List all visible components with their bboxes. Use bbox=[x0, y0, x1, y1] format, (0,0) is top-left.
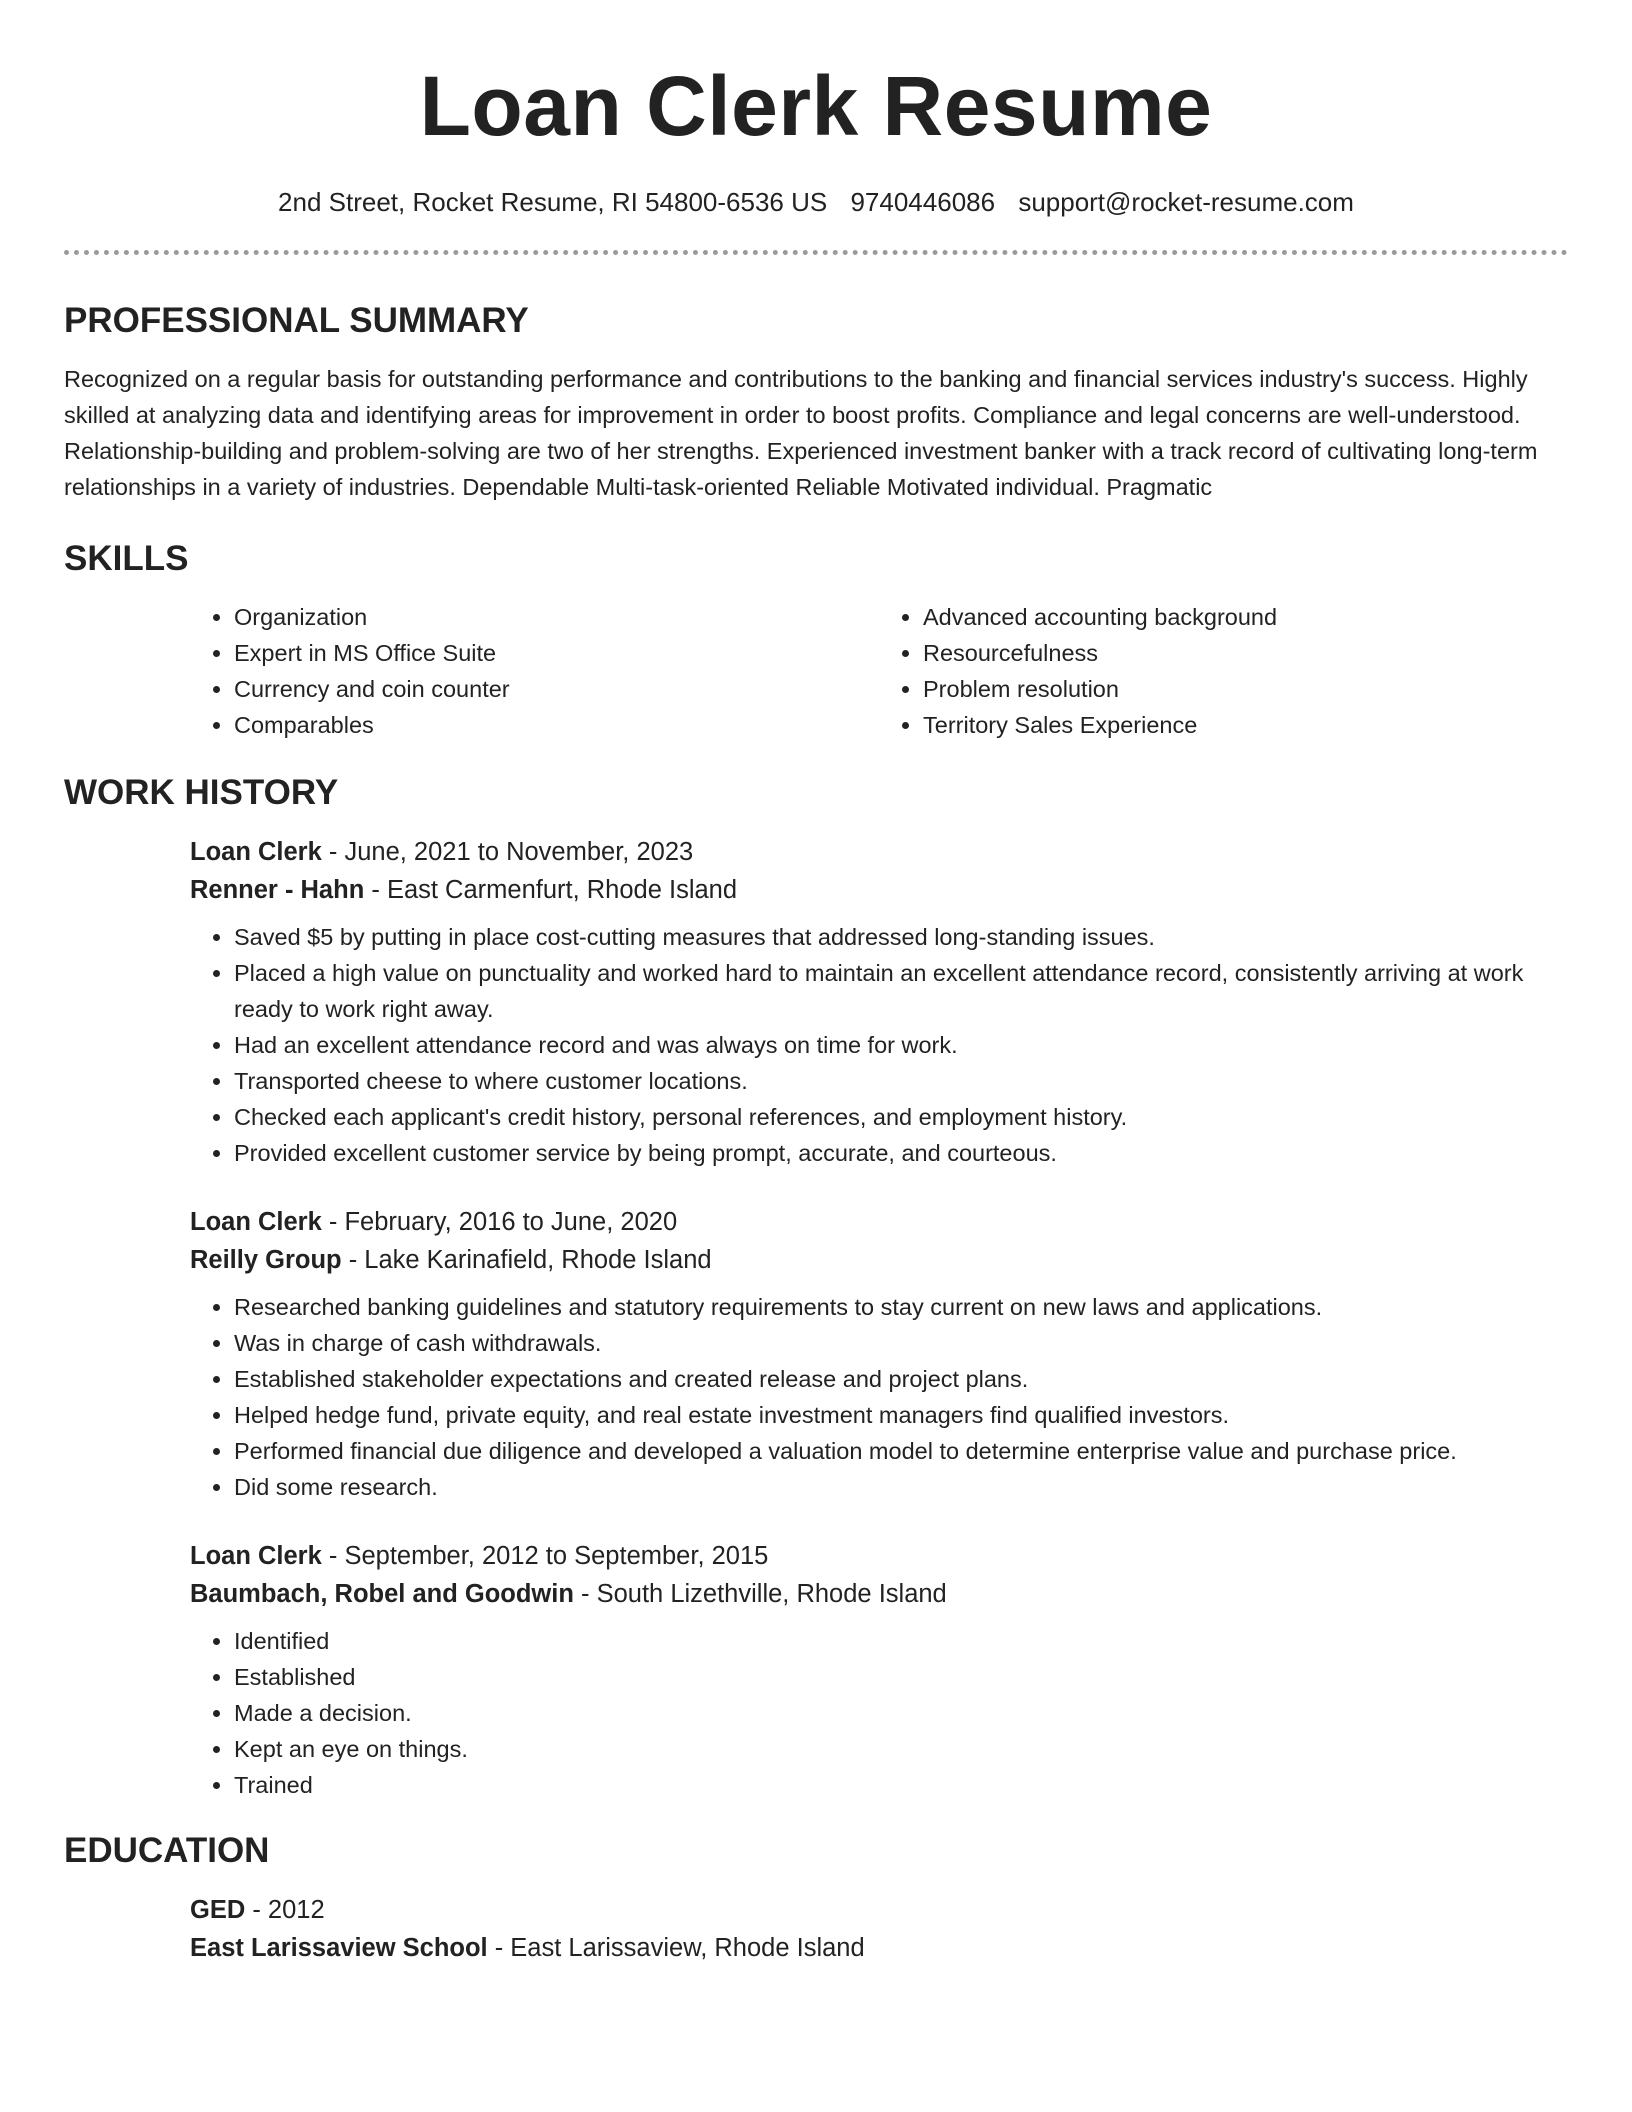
job-title-line bbox=[190, 1537, 1568, 1575]
contact-phone: 9740446086 bbox=[850, 187, 996, 217]
job-bullet: • Performed financial due diligence and developed a valuation model to determine enterprise value and purchase price. bbox=[234, 1433, 1568, 1469]
job-title-line bbox=[190, 833, 1568, 871]
job-title: Loan Clerk bbox=[190, 1208, 322, 1236]
skill-item: • Expert in MS Office Suite bbox=[234, 635, 879, 671]
degree: GED bbox=[190, 1896, 246, 1924]
job-company: Reilly Group bbox=[190, 1246, 342, 1274]
job-entry bbox=[190, 1203, 1568, 1505]
job-location: - East Carmenfurt, Rhode Island bbox=[364, 876, 738, 904]
job-bullet: • Checked each applicant's credit history, personal references, and employment history. bbox=[234, 1099, 1568, 1135]
job-dates: - September, 2012 to September, 2015 bbox=[321, 1542, 769, 1570]
school-name: East Larissaview School bbox=[190, 1934, 488, 1962]
job-company: Renner - Hahn bbox=[190, 876, 365, 904]
work-history-section bbox=[64, 771, 1568, 1803]
job-bullet: • Researched banking guidelines and statutory requirements to stay current on new laws and applications. bbox=[234, 1289, 1568, 1325]
job-dates: - February, 2016 to June, 2020 bbox=[321, 1208, 678, 1236]
work-history-heading: WORK HISTORY bbox=[64, 773, 339, 812]
job-title: Loan Clerk bbox=[190, 1542, 322, 1570]
job-bullet: • Saved $5 by putting in place cost-cutting measures that addressed long-standing issues. bbox=[234, 919, 1568, 955]
job-bullet: • Provided excellent customer service by being prompt, accurate, and courteous. bbox=[234, 1135, 1568, 1171]
contact-address: 2nd Street, Rocket Resume, RI 54800-6536 US bbox=[278, 187, 828, 217]
skills-heading: SKILLS bbox=[64, 539, 189, 578]
job-bullet: • Placed a high value on punctuality and worked hard to maintain an excellent attendance record, consistently arriving at work ready to work right away. bbox=[234, 955, 1568, 1027]
job-bullet: • Made a decision. bbox=[234, 1695, 1568, 1731]
skill-item: • Territory Sales Experience bbox=[923, 707, 1568, 743]
job-entry bbox=[190, 833, 1568, 1171]
job-title: Loan Clerk bbox=[190, 838, 322, 866]
education-heading: EDUCATION bbox=[64, 1831, 270, 1870]
summary-section bbox=[64, 299, 1568, 505]
contact-line bbox=[64, 184, 1568, 220]
skills-grid bbox=[190, 599, 1568, 743]
skill-item: • Problem resolution bbox=[923, 671, 1568, 707]
job-dates: - June, 2021 to November, 2023 bbox=[321, 838, 694, 866]
job-bullet: • Helped hedge fund, private equity, and real estate investment managers find qualified investors. bbox=[234, 1397, 1568, 1433]
degree-year: - 2012 bbox=[245, 1896, 325, 1924]
skill-item: • Resourcefulness bbox=[923, 635, 1568, 671]
job-bullet: • Trained bbox=[234, 1767, 1568, 1803]
education-section bbox=[64, 1829, 1568, 1967]
degree-line bbox=[190, 1891, 1568, 1929]
job-bullet: • Was in charge of cash withdrawals. bbox=[234, 1325, 1568, 1361]
job-bullet: • Transported cheese to where customer locations. bbox=[234, 1063, 1568, 1099]
job-company-line bbox=[190, 1575, 1568, 1613]
job-bullet: • Identified bbox=[234, 1623, 1568, 1659]
skills-list-left bbox=[190, 599, 879, 743]
summary-text: Recognized on a regular basis for outstanding performance and contributions to the banking and financial services industry's success. Highly skilled at analyzing data and identifying areas for improvement in order to boost profits. Compliance and legal concerns are well-understood. Relationship-building and problem-solving are two of her strengths. Experienced investment banker with a track record of cultivating long-term relationships in a variety of industries. Dependable Multi-task-oriented Reliable Motivated individual. Pragmatic bbox=[64, 366, 1538, 500]
contact-email: support@rocket-resume.com bbox=[1018, 187, 1354, 217]
skill-item: • Organization bbox=[234, 599, 879, 635]
education-entry bbox=[190, 1891, 1568, 1967]
resume-page bbox=[64, 0, 1568, 1967]
skill-item: • Comparables bbox=[234, 707, 879, 743]
skills-list-right bbox=[879, 599, 1568, 743]
job-company-line bbox=[190, 871, 1568, 909]
job-bullet: • Had an excellent attendance record and was always on time for work. bbox=[234, 1027, 1568, 1063]
school-line bbox=[190, 1929, 1568, 1967]
job-company: Baumbach, Robel and Goodwin bbox=[190, 1580, 574, 1608]
resume-title: Loan Clerk Resume bbox=[419, 59, 1213, 153]
skill-item: • Advanced accounting background bbox=[923, 599, 1568, 635]
job-bullets bbox=[190, 1289, 1568, 1505]
job-title-line bbox=[190, 1203, 1568, 1241]
job-entry bbox=[190, 1537, 1568, 1803]
skill-item: • Currency and coin counter bbox=[234, 671, 879, 707]
summary-heading: PROFESSIONAL SUMMARY bbox=[64, 301, 529, 340]
job-location: - Lake Karinafield, Rhode Island bbox=[341, 1246, 712, 1274]
job-bullets bbox=[190, 1623, 1568, 1803]
header-divider bbox=[64, 250, 1568, 255]
job-location: - South Lizethville, Rhode Island bbox=[573, 1580, 947, 1608]
job-company-line bbox=[190, 1241, 1568, 1279]
job-bullet: • Did some research. bbox=[234, 1469, 1568, 1505]
job-bullet: • Established bbox=[234, 1659, 1568, 1695]
job-bullet: • Kept an eye on things. bbox=[234, 1731, 1568, 1767]
job-bullet: • Established stakeholder expectations and created release and project plans. bbox=[234, 1361, 1568, 1397]
job-bullets bbox=[190, 919, 1568, 1171]
school-location: - East Larissaview, Rhode Island bbox=[487, 1934, 865, 1962]
skills-section bbox=[64, 537, 1568, 743]
